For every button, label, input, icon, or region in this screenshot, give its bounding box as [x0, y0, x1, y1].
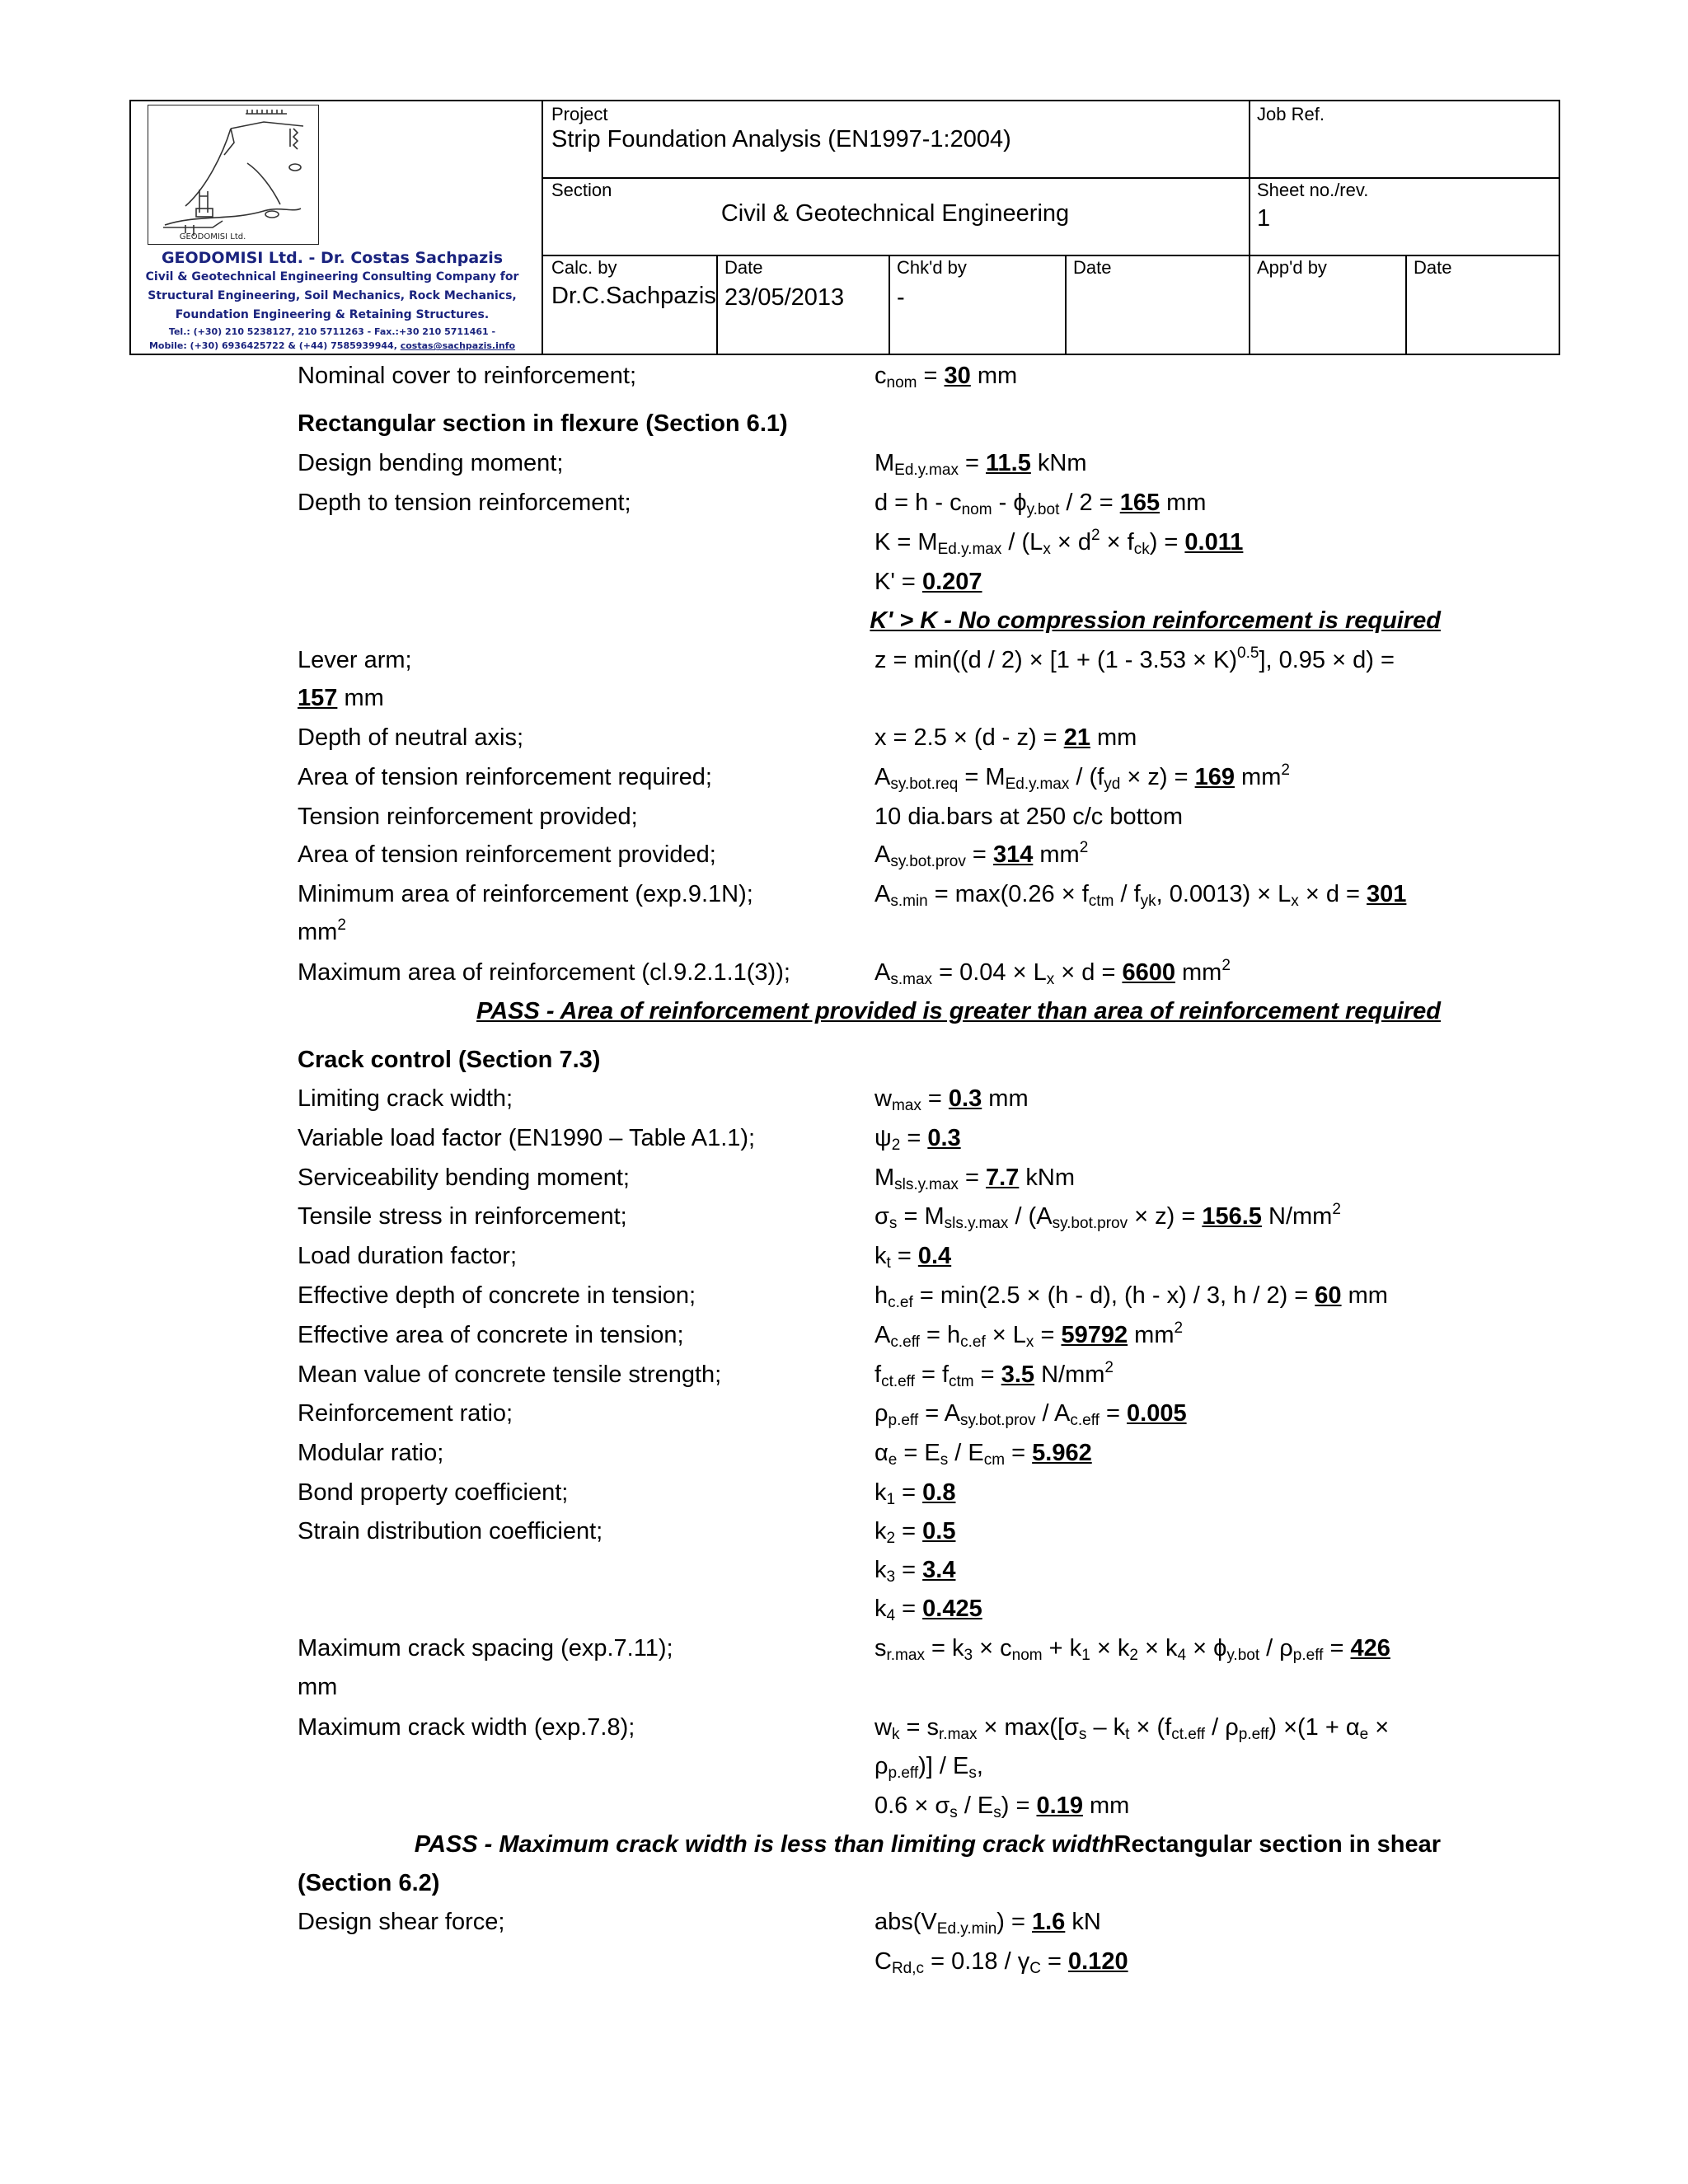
- row-formula: x = 2.5 × (d - z) = 21 mm: [874, 724, 1137, 751]
- result-value: 0.8: [922, 1479, 956, 1506]
- result-value: 0.4: [917, 1243, 952, 1269]
- email-link[interactable]: costas@sachpazis.info: [400, 340, 516, 351]
- date-label: Date: [1414, 257, 1452, 278]
- row-label: Tension reinforcement provided;: [298, 804, 638, 830]
- pass-text: PASS - Maximum crack width is less than limiting crack width: [414, 1831, 1114, 1858]
- row-formula: $d = h - c_{nom} - \phi_{y.bot} / 2 = 165$ mm: [874, 490, 1207, 518]
- company-logo: [148, 105, 319, 245]
- row-label: Effective depth of concrete in tension;: [298, 1282, 696, 1309]
- divider: [889, 255, 890, 354]
- row-label: Variable load factor (EN1990 – Table A1.1);: [298, 1125, 756, 1151]
- row-label: Nominal cover to reinforcement;: [298, 363, 636, 389]
- row-formula: $\rho_{p.eff} = A_{sy.bot.prov} / A_{c.eff} = 0.005$: [874, 1400, 1187, 1429]
- divider: [542, 177, 1560, 179]
- result-value: 426: [1350, 1635, 1390, 1661]
- divider: [1249, 101, 1250, 354]
- result-value: 0.425: [922, 1596, 982, 1622]
- row-label: Design shear force;: [298, 1909, 505, 1935]
- row-label: Lever arm;: [298, 647, 412, 673]
- row-formula: $k_2 = 0.5$: [874, 1518, 956, 1547]
- project-label: Project: [551, 104, 608, 124]
- result-value: 301: [1367, 881, 1407, 907]
- row-formula-cont: $\rho_{p.eff})] / E_s$,: [874, 1753, 983, 1782]
- row-label: Modular ratio;: [298, 1440, 444, 1466]
- result-value: 157: [298, 685, 338, 711]
- divider: [542, 255, 1560, 256]
- divider: [716, 255, 718, 354]
- row-formula: K' = 0.207: [874, 569, 982, 595]
- heading-text: Rectangular section in flexure (Section 6.1): [298, 410, 788, 437]
- row-formula: $k_4 = 0.425$: [874, 1596, 982, 1624]
- unit-text: mm: [298, 1674, 338, 1700]
- check-result: K' > K - No compression reinforcement is required: [870, 607, 1441, 634]
- row-formula-cont: 157 mm: [298, 685, 384, 711]
- slope-diagram-icon: [148, 105, 317, 242]
- row-label: Effective area of concrete in tension;: [298, 1322, 684, 1348]
- divider: [542, 101, 543, 354]
- divider: [1065, 255, 1067, 354]
- heading-text: Rectangular section in shear: [1114, 1831, 1441, 1858]
- result-value: 0.5: [922, 1518, 956, 1544]
- row-label: Design bending moment;: [298, 450, 564, 476]
- row-label: Bond property coefficient;: [298, 1479, 569, 1506]
- result-value: 0.005: [1127, 1400, 1187, 1427]
- row-formula: $f_{ct.eff} = f_{ctm} = 3.5$ $N/mm^2$: [874, 1359, 1114, 1390]
- result-value: 314: [992, 841, 1034, 868]
- company-info: [134, 248, 530, 353]
- result-value: 169: [1194, 764, 1235, 790]
- result-value: 60: [1315, 1282, 1342, 1309]
- date-label: Date: [1073, 257, 1112, 278]
- row-formula: $A_{c.eff} = h_{c.ef} \times L_x = 59792$ $mm^2$: [874, 1319, 1184, 1351]
- result-value: 3.5: [1001, 1361, 1035, 1388]
- row-formula: $A_{sy.bot.req} = M_{Ed.y.max} / (f_{yd} \times z) = 169$ $mm^2$: [874, 762, 1290, 793]
- company-line: Structural Engineering, Soil Mechanics, Rock Mechanics,: [148, 289, 517, 302]
- row-formula: $A_{s.min} = \max(0.26 \times f_{ctm} / f_{yk}$, $0.0013) \times L_x \times d = 301$: [874, 881, 1407, 910]
- calc-value: Dr.C.Sachpazis: [551, 283, 716, 309]
- row-formula: $w_k = s_{r.max} \times \max([\sigma_s - k_t \times (f_{ct.eff} / \rho_{p.eff}) \times(1 + \alpha_e$ ×: [874, 1714, 1390, 1743]
- sheet-value: 1: [1257, 205, 1271, 232]
- row-formula: $\psi_2 = 0.3$: [874, 1125, 961, 1154]
- check-result: [415, 1830, 1441, 1859]
- project-value: Strip Foundation Analysis (EN1997-1:2004): [551, 126, 1011, 152]
- row-formula: $s_{r.max} = k_3 \times c_{nom} + k_1 \times k_2 \times k_4 \times \phi_{y.bot} / \rho_{p.eff} = 426$: [874, 1635, 1390, 1664]
- row-formula: $k_t = 0.4$: [874, 1243, 952, 1272]
- row-formula: $c_{nom} = 30$ mm: [874, 363, 1018, 391]
- logo-caption: GEODOMISI Ltd.: [179, 232, 246, 241]
- result-value: 21: [1063, 724, 1090, 751]
- row-formula: $M_{sls.y.max} = 7.7$ kNm: [874, 1165, 1075, 1193]
- row-formula: $A_{sy.bot.prov} = 314$ $mm^2$: [874, 839, 1089, 870]
- row-label: Maximum area of reinforcement (cl.9.2.1.1(3));: [298, 959, 790, 986]
- row-label: Area of tension reinforcement provided;: [298, 841, 716, 868]
- jobref-label: Job Ref.: [1257, 104, 1325, 124]
- heading-text: (Section 6.2): [298, 1870, 440, 1896]
- approved-label: App'd by: [1257, 257, 1327, 278]
- row-label: Depth to tension reinforcement;: [298, 490, 631, 516]
- calc-label: Calc. by: [551, 257, 617, 278]
- company-line: Civil & Geotechnical Engineering Consulting Company for: [145, 270, 519, 284]
- result-value: 165: [1119, 490, 1160, 516]
- row-label: Maximum crack width (exp.7.8);: [298, 1714, 635, 1741]
- result-value: 0.3: [948, 1085, 982, 1112]
- row-formula: $k_3 = 3.4$: [874, 1557, 956, 1586]
- result-value: 0.207: [921, 569, 982, 595]
- result-value: 156.5: [1202, 1203, 1262, 1230]
- checked-label: Chk'd by: [897, 257, 967, 278]
- heading-text: Crack control (Section 7.3): [298, 1047, 601, 1073]
- row-label: Mean value of concrete tensile strength;: [298, 1361, 722, 1388]
- result-value: 5.962: [1032, 1440, 1092, 1466]
- result-value: 0.011: [1184, 529, 1244, 555]
- row-formula: $K = M_{Ed.y.max} / (L_x \times d^2 \times f_{ck}) = 0.011$: [874, 527, 1244, 558]
- row-label: Strain distribution coefficient;: [298, 1518, 603, 1544]
- result-value: 7.7: [986, 1165, 1020, 1191]
- row-formula: $M_{Ed.y.max} = 11.5$ kNm: [874, 450, 1087, 479]
- company-line: Foundation Engineering & Retaining Structures.: [175, 308, 490, 321]
- company-name: GEODOMISI Ltd. - Dr. Costas Sachpazis: [161, 249, 504, 267]
- result-value: 30: [944, 363, 971, 389]
- row-value: 10 dia.bars at 250 c/c bottom: [874, 804, 1183, 830]
- unit-text: $mm^2$: [298, 916, 346, 945]
- result-value: 11.5: [986, 450, 1031, 476]
- row-formula: $\sigma_s = M_{sls.y.max} / (A_{sy.bot.prov} \times z) = 156.5$ $N/mm^2$: [874, 1201, 1341, 1232]
- section-value: Civil & Geotechnical Engineering: [720, 200, 1070, 227]
- row-label: Reinforcement ratio;: [298, 1400, 513, 1427]
- result-value: 0.120: [1068, 1948, 1128, 1975]
- result-value: 6600: [1122, 959, 1175, 986]
- checked-value: -: [897, 284, 905, 311]
- row-label: Minimum area of reinforcement (exp.9.1N);: [298, 881, 753, 907]
- row-label: Tensile stress in reinforcement;: [298, 1203, 627, 1230]
- company-phone: Tel.: (+30) 210 5238127, 210 5711263 - Fax.:+30 210 5711461 -: [168, 326, 496, 337]
- result-value: 1.6: [1032, 1909, 1066, 1935]
- date-label: Date: [724, 257, 763, 278]
- row-label: Load duration factor;: [298, 1243, 518, 1269]
- row-label: Maximum crack spacing (exp.7.11);: [298, 1635, 673, 1661]
- row-formula: $C_{Rd,c} = 0.18 / \gamma_C = 0.120$: [874, 1948, 1128, 1977]
- row-formula: $\alpha_e = E_s / E_{cm} = 5.962$: [874, 1440, 1092, 1469]
- row-formula: $abs(V_{Ed.y.min}) = 1.6$ kN: [874, 1909, 1101, 1938]
- result-value: 0.3: [927, 1125, 961, 1151]
- title-block: [129, 100, 1560, 355]
- row-label: Serviceability bending moment;: [298, 1165, 630, 1191]
- divider: [1405, 255, 1407, 354]
- row-formula: $w_{max} = 0.3$ mm: [874, 1085, 1029, 1114]
- row-label: Depth of neutral axis;: [298, 724, 524, 751]
- row-formula: $h_{c.ef} = \min(2.5 \times (h - d)$, (h - x) / 3, h / 2) = 60 mm: [874, 1282, 1388, 1311]
- company-mobile: [134, 339, 530, 353]
- section-label: Section: [551, 180, 612, 200]
- row-formula: $k_1 = 0.8$: [874, 1479, 956, 1508]
- result-value: 3.4: [922, 1557, 956, 1583]
- row-formula: $A_{s.max} = 0.04 \times L_x \times d = 6600$ $mm^2$: [874, 957, 1231, 988]
- check-result: PASS - Area of reinforcement provided is greater than area of reinforcement required: [476, 998, 1441, 1024]
- result-value: 0.19: [1036, 1793, 1083, 1819]
- row-label: Area of tension reinforcement required;: [298, 764, 712, 790]
- row-label: Limiting crack width;: [298, 1085, 513, 1112]
- date-value: 23/05/2013: [724, 284, 845, 311]
- result-value: 59792: [1061, 1322, 1128, 1348]
- row-formula: $z = \min((d / 2) \times [1 + (1 - 3.53 \times K)^{0.5}]$, 0.95 × d) =: [874, 644, 1395, 673]
- row-formula-cont: $0.6 \times \sigma_s / E_s) = 0.19$ mm: [874, 1793, 1130, 1821]
- sheet-label: Sheet no./rev.: [1257, 180, 1369, 200]
- mobile-text: Mobile: (+30) 6936425722 & (+44) 7585939944,: [148, 340, 397, 351]
